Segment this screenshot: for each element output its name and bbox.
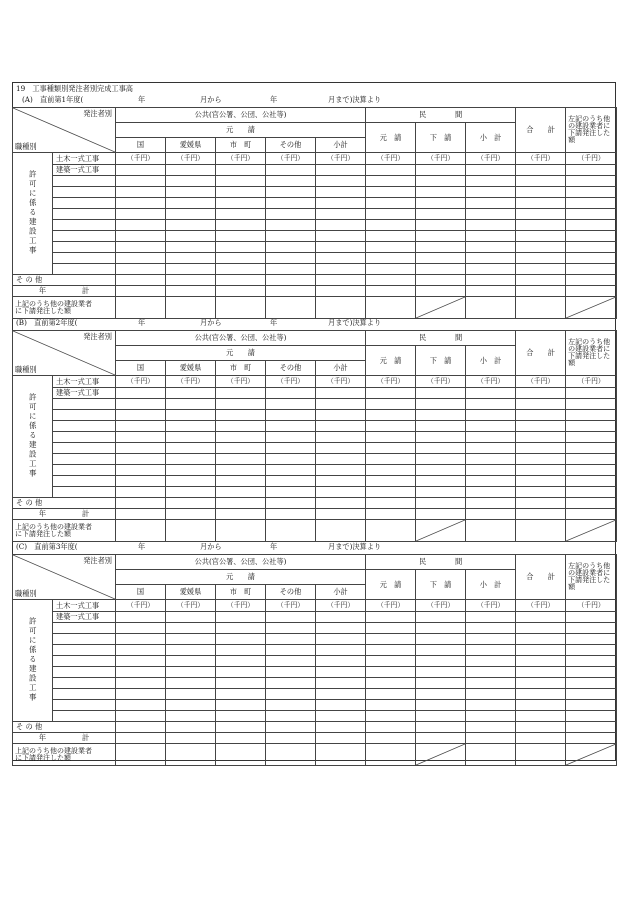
public-subtotal-header: 小計 <box>316 138 366 153</box>
total-header: 合 計 <box>516 108 566 153</box>
job-type-label: 職種別 <box>15 141 37 151</box>
private-subtotal-header: 小 計 <box>466 570 516 600</box>
other-header: その他 <box>266 585 316 600</box>
job-type-label: 職種別 <box>15 588 37 598</box>
private-sub-header: 下 請 <box>416 123 466 153</box>
subcontract-row-label: 上記のうち他の建設業者 に下請発注した額 <box>13 744 116 766</box>
public-header: 公共(官公署、公団、公社等) <box>116 331 366 346</box>
year-total-label: 年 計 <box>13 286 116 297</box>
public-header: 公共(官公署、公団、公社等) <box>116 108 366 123</box>
public-prime-header: 元 請 <box>116 346 366 361</box>
total-header: 合 計 <box>516 331 566 376</box>
ehime-header: 愛媛県 <box>166 361 216 376</box>
subcontract-note-header: 左記のうち他の建設業者に下請発注した額 <box>566 108 617 153</box>
form-title: 19 工事種類別発注者別完成工事高 <box>16 84 133 93</box>
job-type-label: 職種別 <box>15 364 37 374</box>
slash-cell <box>416 520 466 542</box>
private-prime-header: 元 請 <box>366 346 416 376</box>
private-subtotal-header: 小 計 <box>466 123 516 153</box>
orderer-label: 発注者別 <box>83 332 112 341</box>
permitted-work-label: 許可に係る建設工事 <box>13 600 53 722</box>
permitted-work-label: 許可に係る建設工事 <box>13 376 53 498</box>
others-label: そ の 他 <box>13 275 116 286</box>
private-sub-header: 下 請 <box>416 346 466 376</box>
public-subtotal-header: 小計 <box>316 361 366 376</box>
table-section-b: 発注者別 職種別 公共(官公署、公団、公社等) 民 間 合 計 左記のうち他の建設業者に下請発注した額 元 請 元 請 下 請 小 計 国 愛媛県 市 町 その他 小計 許可に係る建設工事 土木一式工事 （千円） （千円） （千円） （千円） （千円） （千円） （千円） （千円） （千円） （千円） 建築一式工事 そ の 他 年 計 上記のうち他の建設業者 に下請発注した額 <box>12 330 617 542</box>
shicho-header: 市 町 <box>216 361 266 376</box>
private-sub-header: 下 請 <box>416 570 466 600</box>
corner-header <box>13 555 116 600</box>
slash-cell <box>566 744 617 766</box>
other-header: その他 <box>266 138 316 153</box>
other-header: その他 <box>266 361 316 376</box>
civil-work-label: 土木一式工事 <box>53 153 116 165</box>
others-label: そ の 他 <box>13 722 116 733</box>
kuni-header: 国 <box>116 585 166 600</box>
corner-header <box>13 108 116 153</box>
slash-cell <box>416 744 466 766</box>
building-work-label: 建築一式工事 <box>53 165 116 176</box>
corner-header <box>13 331 116 376</box>
building-work-label: 建築一式工事 <box>53 388 116 399</box>
subcontract-note-header: 左記のうち他の建設業者に下請発注した額 <box>566 331 617 376</box>
orderer-label: 発注者別 <box>83 109 112 118</box>
private-subtotal-header: 小 計 <box>466 346 516 376</box>
kuni-header: 国 <box>116 361 166 376</box>
building-work-label: 建築一式工事 <box>53 612 116 623</box>
orderer-label: 発注者別 <box>83 556 112 565</box>
slash-cell <box>566 297 617 319</box>
permitted-work-label: 許可に係る建設工事 <box>13 153 53 275</box>
civil-work-label: 土木一式工事 <box>53 600 116 612</box>
year-total-label: 年 計 <box>13 509 116 520</box>
civil-work-label: 土木一式工事 <box>53 376 116 388</box>
private-prime-header: 元 請 <box>366 123 416 153</box>
private-header: 民 間 <box>366 555 516 570</box>
subcontract-note-header: 左記のうち他の建設業者に下請発注した額 <box>566 555 617 600</box>
total-header: 合 計 <box>516 555 566 600</box>
subcontract-row-label: 上記のうち他の建設業者 に下請発注した額 <box>13 297 116 319</box>
ehime-header: 愛媛県 <box>166 138 216 153</box>
private-header: 民 間 <box>366 108 516 123</box>
private-prime-header: 元 請 <box>366 570 416 600</box>
public-prime-header: 元 請 <box>116 570 366 585</box>
shicho-header: 市 町 <box>216 138 266 153</box>
public-prime-header: 元 請 <box>116 123 366 138</box>
slash-cell <box>416 297 466 319</box>
private-header: 民 間 <box>366 331 516 346</box>
shicho-header: 市 町 <box>216 585 266 600</box>
year-total-label: 年 計 <box>13 733 116 744</box>
table-section-c: 発注者別 職種別 公共(官公署、公団、公社等) 民 間 合 計 左記のうち他の建設業者に下請発注した額 元 請 元 請 下 請 小 計 国 愛媛県 市 町 その他 小計 許可に係る建設工事 土木一式工事 （千円） （千円） （千円） （千円） （千円） （千円） （千円） （千円） （千円） （千円） 建築一式工事 そ の 他 年 計 上記のうち他の建設業者 に下請発注した額 <box>12 554 617 766</box>
slash-cell <box>566 520 617 542</box>
others-label: そ の 他 <box>13 498 116 509</box>
subcontract-row-label: 上記のうち他の建設業者 に下請発注した額 <box>13 520 116 542</box>
public-subtotal-header: 小計 <box>316 585 366 600</box>
ehime-header: 愛媛県 <box>166 585 216 600</box>
kuni-header: 国 <box>116 138 166 153</box>
table-section-a: 発注者別 職種別 公共(官公署、公団、公社等) 民 間 合 計 左記のうち他の建設業者に下請発注した額 元 請 元 請 下 請 小 計 国 愛媛県 市 町 その他 小計 許可に係る建設工事 土木一式工事 （千円） （千円） （千円） （千円） （千円） （千円） （千円） （千円） （千円） （千円） 建築一式工事 そ の 他 年 計 上記のうち他の建設業者 に下請発注した額 <box>12 107 617 319</box>
public-header: 公共(官公署、公団、公社等) <box>116 555 366 570</box>
